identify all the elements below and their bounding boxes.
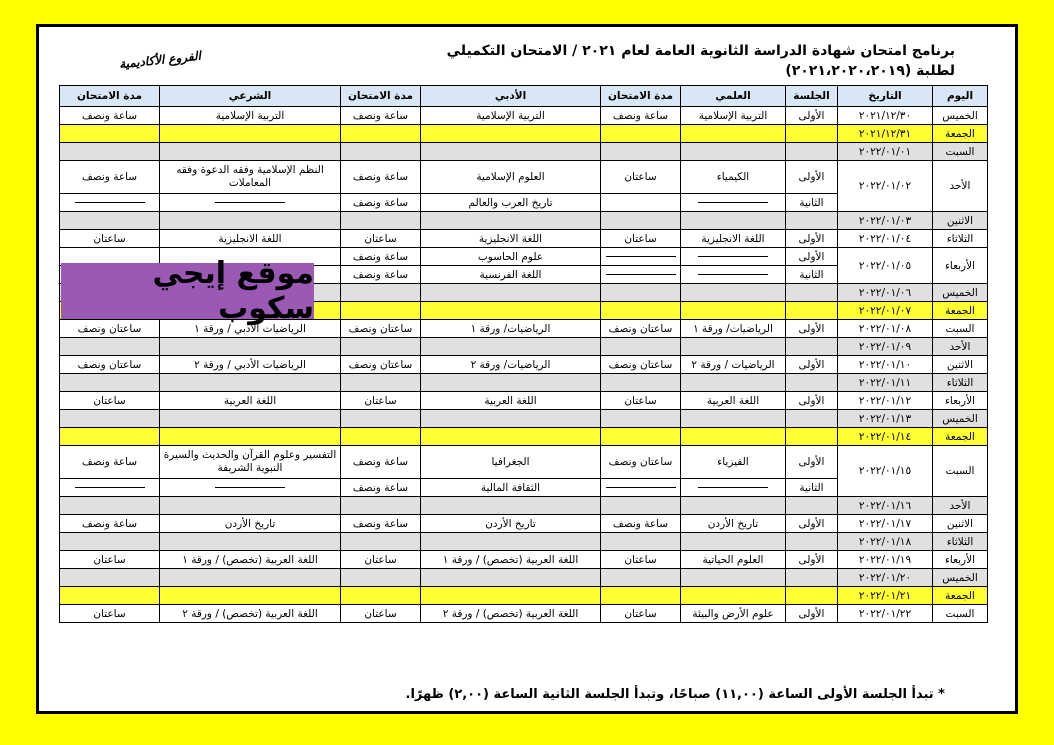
duration-cell: ساعتان ونصف bbox=[341, 320, 421, 338]
dash-cell bbox=[681, 194, 786, 212]
session-cell: الثانية bbox=[786, 194, 838, 212]
date-cell: ٢٠٢٢/٠١/١٩ bbox=[838, 551, 933, 569]
scientific-cell: الكيمياء bbox=[681, 161, 786, 194]
session-cell: الأولى bbox=[786, 605, 838, 623]
date-cell: ٢٠٢٢/٠١/٠٤ bbox=[838, 230, 933, 248]
duration-cell: ساعتان bbox=[601, 392, 681, 410]
page-title: برنامج امتحان شهادة الدراسة الثانوية العامة لعام ٢٠٢١ / الامتحان التكميلي bbox=[446, 43, 955, 59]
sharia-cell: اللغة العربية (تخصص) / ورقة ١ bbox=[160, 551, 341, 569]
sharia-cell: النظم الإسلامية وفقه الدعوة وفقه المعاملات bbox=[160, 161, 341, 194]
table-row bbox=[60, 605, 988, 623]
table-row bbox=[60, 515, 988, 533]
dash-cell bbox=[60, 194, 160, 212]
duration-cell: ساعة ونصف bbox=[341, 446, 421, 479]
day-cell: السبت bbox=[933, 143, 988, 161]
scientific-cell: اللغة العربية bbox=[681, 392, 786, 410]
date-cell: ٢٠٢٢/٠١/١٨ bbox=[838, 533, 933, 551]
literary-cell: علوم الحاسوب bbox=[421, 248, 601, 266]
duration-cell: ساعتان bbox=[341, 551, 421, 569]
duration-cell: ساعتان bbox=[341, 230, 421, 248]
header-date: التاريخ bbox=[838, 86, 933, 107]
session-cell: الأولى bbox=[786, 515, 838, 533]
literary-cell: اللغة العربية (تخصص) / ورقة ٢ bbox=[421, 605, 601, 623]
day-cell: الثلاثاء bbox=[933, 533, 988, 551]
scientific-cell: الفيزياء bbox=[681, 446, 786, 479]
duration-cell: ساعة ونصف bbox=[601, 107, 681, 125]
date-cell: ٢٠٢٢/٠١/٠٥ bbox=[838, 248, 933, 284]
date-cell: ٢٠٢٢/٠١/١١ bbox=[838, 374, 933, 392]
header-day: اليوم bbox=[933, 86, 988, 107]
table-row-holiday bbox=[60, 428, 988, 446]
duration-cell: ساعتان ونصف bbox=[60, 320, 160, 338]
session-cell: الأولى bbox=[786, 320, 838, 338]
table-row bbox=[60, 161, 988, 194]
scientific-cell: الرياضيات / ورقة ٢ bbox=[681, 356, 786, 374]
literary-cell: التربية الإسلامية bbox=[421, 107, 601, 125]
session-cell: الأولى bbox=[786, 107, 838, 125]
date-cell: ٢٠٢٢/٠١/١٥ bbox=[838, 446, 933, 497]
duration-cell: ساعتان bbox=[60, 551, 160, 569]
day-cell: الخميس bbox=[933, 107, 988, 125]
date-cell: ٢٠٢١/١٢/٣٠ bbox=[838, 107, 933, 125]
table-row bbox=[60, 230, 988, 248]
day-cell: الخميس bbox=[933, 284, 988, 302]
literary-cell: اللغة الفرنسية bbox=[421, 266, 601, 284]
duration-cell: ساعتان ونصف bbox=[341, 356, 421, 374]
session-cell: الأولى bbox=[786, 392, 838, 410]
sharia-cell: اللغة العربية bbox=[160, 392, 341, 410]
date-cell: ٢٠٢٢/٠١/٠٦ bbox=[838, 284, 933, 302]
duration-cell: ساعة ونصف bbox=[341, 515, 421, 533]
table-row-empty bbox=[60, 143, 988, 161]
literary-cell: اللغة العربية (تخصص) / ورقة ١ bbox=[421, 551, 601, 569]
literary-cell: الجغرافيا bbox=[421, 446, 601, 479]
duration-cell: ساعة ونصف bbox=[60, 107, 160, 125]
duration-cell: ساعتان bbox=[601, 551, 681, 569]
literary-cell: تاريخ الأردن bbox=[421, 515, 601, 533]
duration-cell: ساعتان bbox=[601, 230, 681, 248]
duration-cell: ساعتان ونصف bbox=[60, 356, 160, 374]
date-cell: ٢٠٢٢/٠١/١٦ bbox=[838, 497, 933, 515]
day-cell: الأحد bbox=[933, 161, 988, 212]
date-cell: ٢٠٢١/١٢/٣١ bbox=[838, 125, 933, 143]
session-cell: الثانية bbox=[786, 266, 838, 284]
date-cell: ٢٠٢٢/٠١/١٢ bbox=[838, 392, 933, 410]
duration-cell: ساعة ونصف bbox=[341, 107, 421, 125]
dash-cell bbox=[681, 248, 786, 266]
duration-cell: ساعتان bbox=[341, 392, 421, 410]
scientific-cell: العلوم الحياتية bbox=[681, 551, 786, 569]
date-cell: ٢٠٢٢/٠١/٠٣ bbox=[838, 212, 933, 230]
date-cell: ٢٠٢٢/٠١/٠٢ bbox=[838, 161, 933, 212]
dash-cell bbox=[601, 248, 681, 266]
duration-cell: ساعة ونصف bbox=[341, 194, 421, 212]
date-cell: ٢٠٢٢/٠١/٠٨ bbox=[838, 320, 933, 338]
day-cell: الجمعة bbox=[933, 302, 988, 320]
table-row-empty bbox=[60, 569, 988, 587]
sharia-cell: التربية الإسلامية bbox=[160, 107, 341, 125]
day-cell: الأحد bbox=[933, 338, 988, 356]
session-cell: الأولى bbox=[786, 446, 838, 479]
day-cell: الاثنين bbox=[933, 356, 988, 374]
date-cell: ٢٠٢٢/٠١/١٤ bbox=[838, 428, 933, 446]
day-cell: الجمعة bbox=[933, 428, 988, 446]
duration-cell: ساعتان bbox=[601, 161, 681, 194]
day-cell: الأربعاء bbox=[933, 248, 988, 284]
date-cell: ٢٠٢٢/٠١/٢١ bbox=[838, 587, 933, 605]
scientific-cell: الرياضيات/ ورقة ١ bbox=[681, 320, 786, 338]
dash-cell bbox=[60, 479, 160, 497]
table-row-empty bbox=[60, 497, 988, 515]
exam-schedule-table bbox=[59, 85, 988, 623]
dash-cell bbox=[601, 479, 681, 497]
dash-cell bbox=[681, 479, 786, 497]
dash-cell bbox=[160, 194, 341, 212]
dash-cell bbox=[681, 266, 786, 284]
duration-cell: ساعة ونصف bbox=[60, 161, 160, 194]
table-row bbox=[60, 392, 988, 410]
day-cell: الثلاثاء bbox=[933, 230, 988, 248]
duration-cell: ساعتان bbox=[601, 605, 681, 623]
date-cell: ٢٠٢٢/٠١/٠٧ bbox=[838, 302, 933, 320]
duration-cell: ساعتان bbox=[341, 605, 421, 623]
session-cell: الأولى bbox=[786, 230, 838, 248]
date-cell: ٢٠٢٢/٠١/٠١ bbox=[838, 143, 933, 161]
date-cell: ٢٠٢٢/٠١/١٧ bbox=[838, 515, 933, 533]
watermark-label: موقع إيجي سكوب bbox=[61, 263, 314, 319]
duration-cell: ساعة ونصف bbox=[341, 248, 421, 266]
duration-cell: ساعة ونصف bbox=[60, 515, 160, 533]
table-row-holiday bbox=[60, 125, 988, 143]
date-cell: ٢٠٢٢/٠١/٠٩ bbox=[838, 338, 933, 356]
scientific-cell: اللغة الانجليزية bbox=[681, 230, 786, 248]
sharia-cell: تاريخ الأردن bbox=[160, 515, 341, 533]
table-row-empty bbox=[60, 338, 988, 356]
sharia-cell: اللغة الانجليزية bbox=[160, 230, 341, 248]
day-cell: الخميس bbox=[933, 569, 988, 587]
scientific-cell: تاريخ الأردن bbox=[681, 515, 786, 533]
day-cell: الأربعاء bbox=[933, 551, 988, 569]
header-duration-literary: مدة الامتحان bbox=[341, 86, 421, 107]
day-cell: الأحد bbox=[933, 497, 988, 515]
table-row-empty bbox=[60, 533, 988, 551]
day-cell: السبت bbox=[933, 446, 988, 497]
session-cell: الأولى bbox=[786, 356, 838, 374]
date-cell: ٢٠٢٢/٠١/١٠ bbox=[838, 356, 933, 374]
date-cell: ٢٠٢٢/٠١/٢٠ bbox=[838, 569, 933, 587]
duration-cell: ساعتان bbox=[60, 230, 160, 248]
header-sharia: الشرعي bbox=[160, 86, 341, 107]
literary-cell: الرياضيات/ ورقة ٢ bbox=[421, 356, 601, 374]
scientific-cell: التربية الإسلامية bbox=[681, 107, 786, 125]
table-row-empty bbox=[60, 212, 988, 230]
table-row bbox=[60, 446, 988, 479]
header-literary: الأدبي bbox=[421, 86, 601, 107]
day-cell: الاثنين bbox=[933, 515, 988, 533]
footnote: * تبدأ الجلسة الأولى الساعة (١١,٠٠) صباحًا، وتبدأ الجلسة الثانية الساعة (٢,٠٠) ظهرًا. bbox=[405, 687, 945, 702]
literary-cell: الرياضيات/ ورقة ١ bbox=[421, 320, 601, 338]
schedule-frame bbox=[36, 24, 1018, 714]
branches-label: الفروع الأكاديمية bbox=[118, 48, 202, 72]
sharia-cell: الرياضيات الأدبي / ورقة ٢ bbox=[160, 356, 341, 374]
duration-cell: ساعتان ونصف bbox=[601, 320, 681, 338]
scientific-cell: علوم الأرض والبيئة bbox=[681, 605, 786, 623]
header-scientific: العلمي bbox=[681, 86, 786, 107]
table-row bbox=[60, 551, 988, 569]
date-cell: ٢٠٢٢/٠١/٢٢ bbox=[838, 605, 933, 623]
literary-cell: العلوم الإسلامية bbox=[421, 161, 601, 194]
header-session: الجلسة bbox=[786, 86, 838, 107]
duration-cell: ساعتان bbox=[60, 392, 160, 410]
duration-cell: ساعة ونصف bbox=[341, 266, 421, 284]
table-row-empty bbox=[60, 374, 988, 392]
session-cell: الأولى bbox=[786, 248, 838, 266]
sharia-cell: الرياضيات الأدبي / ورقة ١ bbox=[160, 320, 341, 338]
day-cell: السبت bbox=[933, 320, 988, 338]
duration-cell: ساعتان bbox=[60, 605, 160, 623]
session-cell: الأولى bbox=[786, 551, 838, 569]
table-row-empty bbox=[60, 410, 988, 428]
day-cell: الجمعة bbox=[933, 125, 988, 143]
table-row bbox=[60, 356, 988, 374]
sharia-cell: اللغة العربية (تخصص) / ورقة ٢ bbox=[160, 605, 341, 623]
literary-cell: تاريخ العرب والعالم bbox=[421, 194, 601, 212]
page-subtitle: لطلبة (٢٠٢١،٢٠٢٠،٢٠١٩) bbox=[785, 63, 955, 79]
sharia-cell: التفسير وعلوم القرآن والحديث والسيرة النبوية الشريفة bbox=[160, 446, 341, 479]
table-row bbox=[60, 107, 988, 125]
date-cell: ٢٠٢٢/٠١/١٣ bbox=[838, 410, 933, 428]
session-cell: الأولى bbox=[786, 161, 838, 194]
day-cell: الخميس bbox=[933, 410, 988, 428]
header-duration-sharia: مدة الامتحان bbox=[60, 86, 160, 107]
literary-cell: الثقافة المالية bbox=[421, 479, 601, 497]
day-cell: الثلاثاء bbox=[933, 374, 988, 392]
duration-cell: ساعتان ونصف bbox=[601, 446, 681, 479]
header-duration-scientific: مدة الامتحان bbox=[601, 86, 681, 107]
day-cell: السبت bbox=[933, 605, 988, 623]
duration-cell: ساعتان ونصف bbox=[601, 356, 681, 374]
dash-cell bbox=[160, 479, 341, 497]
dash-cell bbox=[601, 266, 681, 284]
day-cell: الجمعة bbox=[933, 587, 988, 605]
duration-cell: ساعة ونصف bbox=[60, 446, 160, 479]
day-cell: الأربعاء bbox=[933, 392, 988, 410]
literary-cell: اللغة العربية bbox=[421, 392, 601, 410]
duration-cell: ساعة ونصف bbox=[601, 515, 681, 533]
session-cell: الثانية bbox=[786, 479, 838, 497]
duration-cell: ساعة ونصف bbox=[341, 161, 421, 194]
literary-cell: اللغة الانجليزية bbox=[421, 230, 601, 248]
table-header-row bbox=[60, 86, 988, 107]
duration-cell: ساعة ونصف bbox=[341, 479, 421, 497]
table-row-holiday bbox=[60, 587, 988, 605]
day-cell: الاثنين bbox=[933, 212, 988, 230]
